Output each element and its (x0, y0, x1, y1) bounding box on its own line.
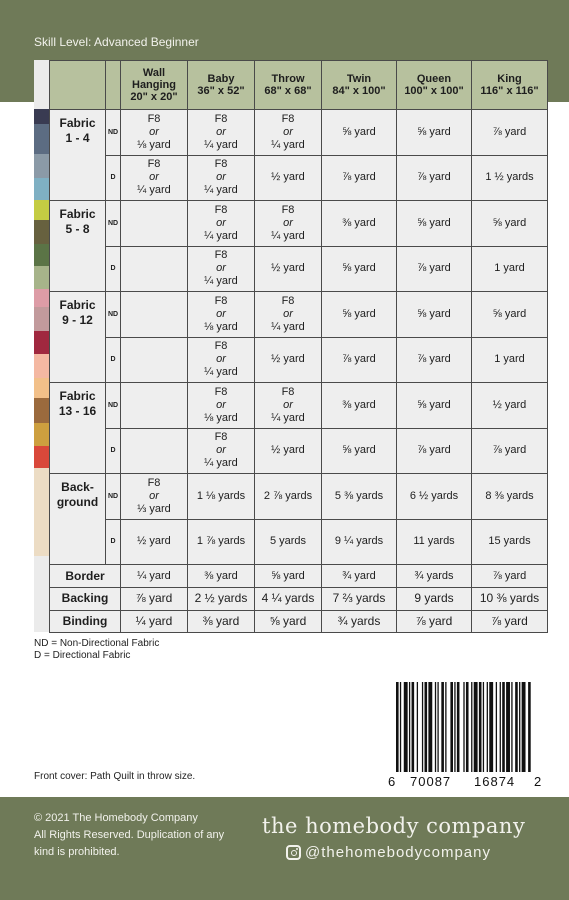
cell-f8: F8 (214, 294, 228, 307)
yardage-cell: ⅞ yard (397, 337, 472, 383)
yardage-cell: 1 ⅛ yards (188, 474, 255, 520)
yardage-cell (255, 383, 322, 429)
color-swatch (34, 266, 49, 289)
table-row (50, 588, 548, 611)
column-header-text: Baby (207, 73, 235, 85)
cell-f8: F8 (214, 158, 228, 171)
yardage-cell: 5 ⅜ yards (322, 474, 397, 520)
yardage-cell: ½ yard (121, 519, 188, 565)
yardage-cell: 15 yards (472, 519, 548, 565)
cell-alt: ¼ yard (204, 457, 238, 470)
group-label (50, 201, 106, 292)
cell-alt: ¼ yard (271, 320, 305, 333)
yardage-cell: ½ yard (255, 428, 322, 474)
yardage-cell: 4 ¼ yards (255, 588, 322, 611)
row-label: Binding (50, 610, 121, 633)
color-swatch (34, 178, 49, 200)
group-label-text: Fabric (59, 116, 96, 130)
cell-f8: F8 (281, 112, 295, 125)
direction-cell: D (106, 519, 121, 565)
cell-f8: F8 (214, 249, 228, 262)
group-label (50, 292, 106, 383)
header-row (50, 61, 548, 110)
direction-cell: ND (106, 110, 121, 156)
cell-f8: F8 (147, 476, 161, 489)
table-row (50, 201, 548, 247)
group-label (50, 474, 106, 565)
direction-cell: ND (106, 201, 121, 247)
skill-level: Skill Level: Advanced Beginner (34, 35, 199, 49)
table-row (50, 292, 548, 338)
yardage-cell: ⅜ yard (188, 610, 255, 633)
color-swatch (34, 124, 49, 154)
barcode-bar (409, 682, 410, 772)
table-row (50, 474, 548, 520)
instagram-text: @thehomebodycompany (305, 844, 491, 861)
yardage-cell (188, 428, 255, 474)
yardage-cell: ½ yard (255, 337, 322, 383)
barcode-bar (404, 682, 408, 772)
front-cover-note: Front cover: Path Quilt in throw size. (34, 771, 196, 782)
barcode-bar (463, 682, 464, 772)
legend-nd: ND = Non-Directional Fabric (34, 638, 160, 649)
group-label-text: Fabric (59, 389, 96, 403)
yardage-cell (188, 246, 255, 292)
barcode-bar (519, 682, 520, 772)
cell-alt: ¼ yard (271, 229, 305, 242)
direction-cell: ND (106, 383, 121, 429)
yardage-cell (255, 110, 322, 156)
barcode-bar (450, 682, 453, 772)
column-header-text: 68" x 68" (264, 85, 312, 97)
barcode-bar (422, 682, 423, 772)
yardage-cell (188, 110, 255, 156)
yardage-chart (34, 60, 547, 632)
column-header-5 (397, 61, 472, 110)
cell-alt: ¼ yard (271, 138, 305, 151)
column-header-text: Throw (271, 73, 305, 85)
yardage-cell: ⅝ yard (472, 292, 548, 338)
copyright: © 2021 The Homebody Company (34, 812, 198, 824)
cell-f8: F8 (281, 203, 295, 216)
cell-alt: ¼ yard (204, 366, 238, 379)
barcode-bar (522, 682, 526, 772)
yardage-cell (121, 337, 188, 383)
color-swatch (34, 154, 49, 178)
yardage-cell: ⅞ yard (397, 155, 472, 201)
cell-or: or (216, 353, 226, 366)
group-label-text: 9 - 12 (62, 313, 93, 327)
yardage-cell: ⅜ yard (322, 383, 397, 429)
yardage-cell: 1 ⅞ yards (188, 519, 255, 565)
color-swatch (34, 244, 49, 266)
footer (0, 797, 569, 900)
column-header-text: 36" x 52" (197, 85, 245, 97)
yardage-cell (255, 201, 322, 247)
cell-alt: ¼ yard (137, 184, 171, 197)
yardage-cell: 5 yards (255, 519, 322, 565)
column-header-text: 84" x 100" (332, 85, 386, 97)
yardage-cell: ⅞ yard (472, 110, 548, 156)
table-row (50, 610, 548, 633)
yardage-cell: ⅝ yard (397, 292, 472, 338)
yardage-cell: 7 ⅔ yards (322, 588, 397, 611)
yardage-cell: ⅞ yard (121, 588, 188, 611)
direction-cell: ND (106, 292, 121, 338)
barcode-digit-1: 6 (388, 774, 397, 789)
direction-cell: ND (106, 474, 121, 520)
cell-f8: F8 (214, 431, 228, 444)
cell-or: or (216, 171, 226, 184)
yardage-cell: 8 ⅜ yards (472, 474, 548, 520)
barcode-bar (528, 682, 531, 772)
yardage-cell: 2 ½ yards (188, 588, 255, 611)
yardage-cell: ⅝ yard (255, 610, 322, 633)
instagram-icon (286, 845, 301, 860)
barcode-bar (466, 682, 469, 772)
cell-alt: ¼ yard (204, 138, 238, 151)
yardage-cell (188, 292, 255, 338)
barcode-bar (483, 682, 484, 772)
group-label-text: 5 - 8 (65, 222, 90, 236)
cell-alt: ⅓ yard (137, 502, 171, 515)
yardage-cell: ⅞ yard (397, 610, 472, 633)
yardage-cell: 9 ¼ yards (322, 519, 397, 565)
yardage-cell: ⅝ yard (322, 292, 397, 338)
column-header-text: Wall (142, 67, 166, 79)
copyright-block (34, 810, 224, 861)
direction-cell: D (106, 428, 121, 474)
yardage-cell: ⅞ yard (397, 428, 472, 474)
yardage-cell (121, 201, 188, 247)
barcode-bar (400, 682, 401, 772)
cell-or: or (149, 489, 159, 502)
cell-alt: ¼ yard (204, 229, 238, 242)
barcode-bar (435, 682, 436, 772)
yardage-cell: ¼ yard (121, 565, 188, 588)
cell-or: or (216, 307, 226, 320)
yardage-cell (121, 383, 188, 429)
group-label-text: Fabric (59, 298, 96, 312)
yardage-cell: ⅝ yard (472, 201, 548, 247)
yardage-cell (121, 155, 188, 201)
column-header-text: Queen (416, 73, 452, 85)
yardage-cell: ⅝ yard (397, 383, 472, 429)
color-swatch (34, 200, 49, 220)
color-swatch (34, 289, 49, 307)
barcode (396, 682, 532, 772)
color-swatch (34, 446, 49, 468)
yardage-cell (121, 292, 188, 338)
group-label (50, 383, 106, 474)
color-swatch (34, 307, 49, 331)
yardage-cell (255, 292, 322, 338)
barcode-bar (500, 682, 501, 772)
column-header-2 (188, 61, 255, 110)
yardage-cell: 1 ½ yards (472, 155, 548, 201)
yardage-cell (121, 474, 188, 520)
cell-alt: ¼ yard (271, 411, 305, 424)
yardage-cell: ⅝ yard (322, 246, 397, 292)
cell-or: or (216, 125, 226, 138)
yardage-cell: 9 yards (397, 588, 472, 611)
direction-cell: D (106, 155, 121, 201)
table-row (50, 110, 548, 156)
yardage-cell (121, 110, 188, 156)
cell-alt: ¼ yard (204, 275, 238, 288)
barcode-bar (515, 682, 518, 772)
yardage-cell: 10 ⅜ yards (472, 588, 548, 611)
cell-f8: F8 (147, 112, 161, 125)
cell-f8: F8 (147, 158, 161, 171)
yardage-cell: ⅝ yard (397, 110, 472, 156)
yardage-cell: ½ yard (255, 246, 322, 292)
column-header-6 (472, 61, 548, 110)
yardage-table (49, 60, 548, 633)
barcode-bar (457, 682, 460, 772)
barcode-bar (412, 682, 415, 772)
cell-or: or (216, 216, 226, 229)
yardage-cell: ⅞ yard (472, 428, 548, 474)
barcode-digit-group-2: 70087 (410, 774, 452, 789)
barcode-bar (502, 682, 505, 772)
yardage-cell: ⅝ yard (322, 428, 397, 474)
barcode-bar (506, 682, 510, 772)
table-row (50, 565, 548, 588)
column-header-3 (255, 61, 322, 110)
color-swatch (34, 378, 49, 398)
barcode-bar (441, 682, 444, 772)
cell-or: or (283, 216, 293, 229)
table-row (50, 246, 548, 292)
column-header-text: 100" x 100" (404, 85, 464, 97)
column-header-4 (322, 61, 397, 110)
table-row (50, 428, 548, 474)
column-header-text: Hanging (132, 79, 176, 91)
color-swatch (34, 354, 49, 378)
header-blank (50, 61, 106, 110)
legend (34, 638, 159, 662)
barcode-bar (454, 682, 455, 772)
cell-or: or (283, 307, 293, 320)
barcode-digit-group-3: 16874 (474, 774, 516, 789)
cell-or: or (283, 125, 293, 138)
yardage-cell (188, 337, 255, 383)
header-blank-dir (106, 61, 121, 110)
yardage-cell: ⅝ yard (255, 565, 322, 588)
legend-d: D = Directional Fabric (34, 650, 131, 661)
cell-or: or (149, 171, 159, 184)
group-label-text: ground (56, 495, 99, 509)
cell-f8: F8 (214, 112, 228, 125)
yardage-cell: ⅞ yard (322, 155, 397, 201)
barcode-bar (396, 682, 399, 772)
table-row (50, 383, 548, 429)
yardage-cell: ½ yard (255, 155, 322, 201)
yardage-cell: 6 ½ yards (397, 474, 472, 520)
column-header-text: King (497, 73, 522, 85)
yardage-cell: ½ yard (472, 383, 548, 429)
yardage-cell (121, 246, 188, 292)
color-swatch (34, 423, 49, 446)
cell-f8: F8 (281, 294, 295, 307)
barcode-bar (487, 682, 488, 772)
group-label-text: 1 - 4 (65, 131, 90, 145)
barcode-digit-4: 2 (534, 774, 543, 789)
yardage-cell: ⅞ yard (322, 337, 397, 383)
yardage-cell: ¾ yards (322, 610, 397, 633)
cell-or: or (216, 262, 226, 275)
yardage-cell: ⅞ yard (397, 246, 472, 292)
column-header-text: Twin (346, 73, 372, 85)
yardage-cell: ¾ yards (397, 565, 472, 588)
group-label-text: 13 - 16 (58, 404, 97, 418)
group-label-text: Fabric (59, 207, 96, 221)
cell-alt: ⅛ yard (137, 138, 171, 151)
cell-or: or (216, 444, 226, 457)
color-swatch (34, 109, 49, 124)
yardage-cell: ⅞ yard (472, 565, 548, 588)
yardage-cell: ⅝ yard (322, 110, 397, 156)
color-swatch (34, 468, 49, 556)
cell-or: or (216, 398, 226, 411)
yardage-cell: ⅜ yard (322, 201, 397, 247)
row-label: Backing (50, 588, 121, 611)
barcode-bar (445, 682, 446, 772)
rights-line-2: kind is prohibited. (34, 846, 120, 858)
yardage-cell: 1 yard (472, 246, 548, 292)
yardage-cell (188, 155, 255, 201)
yardage-cell: ⅝ yard (397, 201, 472, 247)
cell-f8: F8 (214, 203, 228, 216)
table-row (50, 519, 548, 565)
cell-f8: F8 (214, 385, 228, 398)
color-swatch (34, 398, 49, 423)
cell-or: or (283, 398, 293, 411)
yardage-cell: ⅜ yard (188, 565, 255, 588)
barcode-bar (471, 682, 472, 772)
barcode-bar (496, 682, 497, 772)
table-row (50, 337, 548, 383)
column-header-text: 116" x 116" (480, 85, 539, 97)
row-label: Border (50, 565, 121, 588)
brand-name: the homebody company (262, 814, 526, 838)
instagram-handle (286, 844, 491, 861)
group-label-text: Back- (61, 480, 94, 494)
rights-line-1: All Rights Reserved. Duplication of any (34, 829, 225, 841)
yardage-cell: ⅞ yard (472, 610, 548, 633)
barcode-bar (437, 682, 438, 772)
yardage-cell (121, 428, 188, 474)
column-header-1 (121, 61, 188, 110)
yardage-cell: 2 ⅞ yards (255, 474, 322, 520)
cell-f8: F8 (214, 340, 228, 353)
direction-cell: D (106, 246, 121, 292)
barcode-bar (479, 682, 482, 772)
barcode-bar (511, 682, 512, 772)
group-label (50, 110, 106, 201)
cell-f8: F8 (281, 385, 295, 398)
color-swatches (34, 109, 49, 556)
direction-cell: D (106, 337, 121, 383)
cell-or: or (149, 125, 159, 138)
yardage-cell: ¾ yard (322, 565, 397, 588)
yardage-cell: ¼ yard (121, 610, 188, 633)
barcode-bar (474, 682, 478, 772)
cell-alt: ⅛ yard (204, 320, 238, 333)
yardage-cell: 11 yards (397, 519, 472, 565)
table-row (50, 155, 548, 201)
yardage-cell (188, 383, 255, 429)
cell-alt: ¼ yard (204, 184, 238, 197)
color-swatch (34, 220, 49, 244)
barcode-bar (428, 682, 432, 772)
barcode-bar (489, 682, 493, 772)
column-header-text: 20" x 20" (130, 91, 178, 103)
yardage-cell (188, 201, 255, 247)
color-swatch (34, 331, 49, 354)
yardage-cell: 1 yard (472, 337, 548, 383)
barcode-bar (424, 682, 427, 772)
cell-alt: ⅛ yard (204, 411, 238, 424)
barcode-bar (417, 682, 418, 772)
